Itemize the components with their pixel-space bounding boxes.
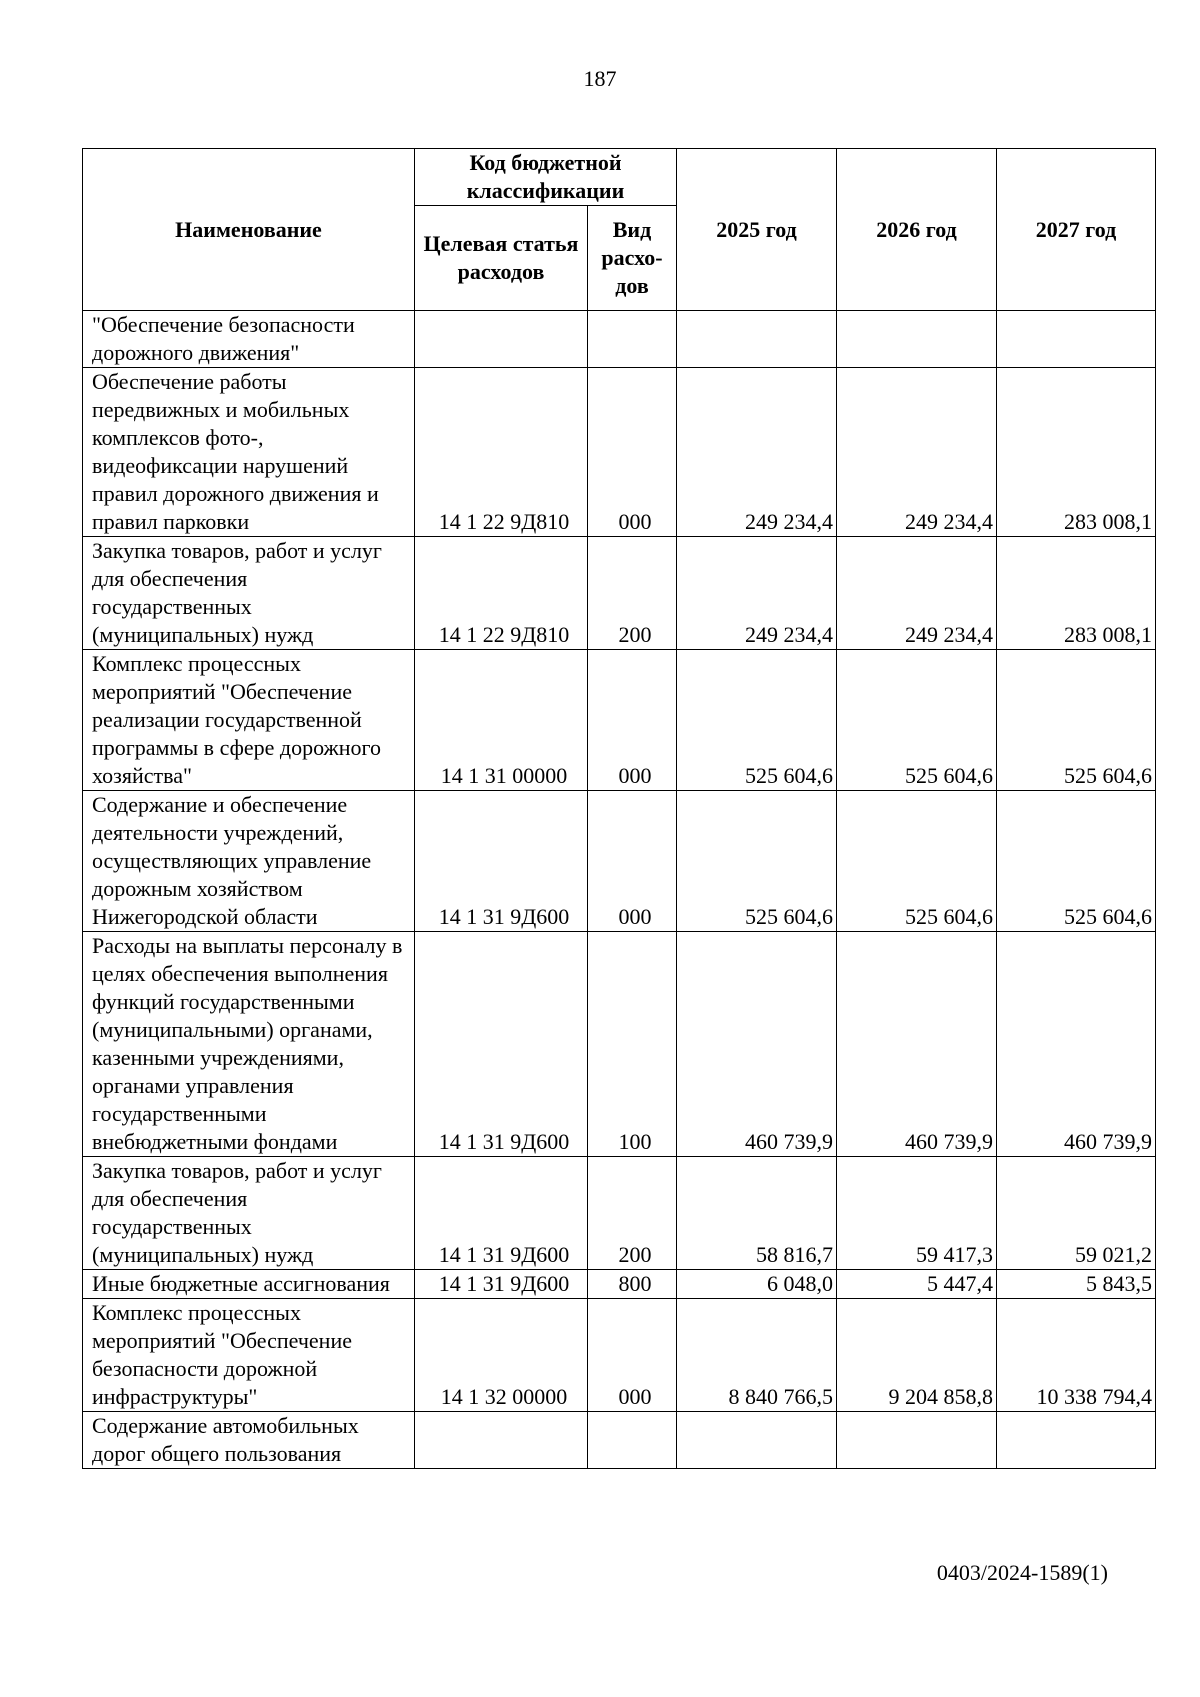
cell-target-code: 14 1 31 9Д600 [415, 932, 588, 1157]
table-row [83, 791, 1156, 932]
cell-2027 [997, 1412, 1156, 1469]
cell-2026: 249 234,4 [837, 537, 997, 650]
table-row [83, 1270, 1156, 1299]
table-row [83, 368, 1156, 537]
cell-2025: 525 604,6 [677, 791, 837, 932]
cell-2027: 460 739,9 [997, 932, 1156, 1157]
cell-expense-type: 000 [588, 791, 677, 932]
cell-expense-type: 200 [588, 1157, 677, 1270]
header-2026: 2026 год [837, 149, 997, 311]
header-type: Вид расхо-дов [588, 206, 677, 311]
table-row [83, 1299, 1156, 1412]
cell-target-code [415, 1412, 588, 1469]
cell-expense-type: 000 [588, 1299, 677, 1412]
table-row [83, 650, 1156, 791]
cell-2026: 249 234,4 [837, 368, 997, 537]
cell-2027 [997, 311, 1156, 368]
cell-2025: 58 816,7 [677, 1157, 837, 1270]
cell-expense-type [588, 311, 677, 368]
cell-target-code [415, 311, 588, 368]
cell-2026: 525 604,6 [837, 791, 997, 932]
page-number: 187 [583, 66, 617, 91]
table-body [83, 311, 1156, 1469]
cell-name: Закупка товаров, работ и услуг для обеспечения государственных (муниципальных) нужд [83, 1157, 415, 1270]
cell-expense-type: 100 [588, 932, 677, 1157]
cell-expense-type: 000 [588, 368, 677, 537]
cell-2025: 8 840 766,5 [677, 1299, 837, 1412]
cell-2027: 525 604,6 [997, 650, 1156, 791]
cell-2027: 283 008,1 [997, 368, 1156, 537]
table-row [83, 932, 1156, 1157]
cell-target-code: 14 1 22 9Д810 [415, 537, 588, 650]
cell-2027: 10 338 794,4 [997, 1299, 1156, 1412]
cell-name: Закупка товаров, работ и услуг для обеспечения государственных (муниципальных) нужд [83, 537, 415, 650]
budget-table [82, 148, 1156, 1469]
cell-name: Иные бюджетные ассигнования [83, 1270, 415, 1299]
cell-target-code: 14 1 22 9Д810 [415, 368, 588, 537]
cell-2026: 460 739,9 [837, 932, 997, 1157]
cell-2025 [677, 311, 837, 368]
table-row [83, 537, 1156, 650]
header-name: Наименование [83, 149, 415, 311]
header-code-group: Код бюджетной классификации [415, 149, 677, 206]
cell-2026: 59 417,3 [837, 1157, 997, 1270]
cell-name: Содержание и обеспечение деятельности учреждений, осуществляющих управление дорожным хозяйством Нижегородской области [83, 791, 415, 932]
cell-target-code: 14 1 32 00000 [415, 1299, 588, 1412]
cell-name: Расходы на выплаты персоналу в целях обеспечения выполнения функций государственными (муниципальными) органами, казенными учреждениями, органами управления государственными внебюджетными фондами [83, 932, 415, 1157]
cell-2027: 59 021,2 [997, 1157, 1156, 1270]
cell-2026: 9 204 858,8 [837, 1299, 997, 1412]
cell-2025: 249 234,4 [677, 537, 837, 650]
cell-target-code: 14 1 31 9Д600 [415, 791, 588, 932]
cell-name: Содержание автомобильных дорог общего пользования [83, 1412, 415, 1469]
cell-name: Обеспечение работы передвижных и мобильных комплексов фото-, видеофиксации нарушений правил дорожного движения и правил парковки [83, 368, 415, 537]
cell-target-code: 14 1 31 9Д600 [415, 1157, 588, 1270]
document-number: 0403/2024-1589(1) [936, 1560, 1108, 1585]
cell-2025: 525 604,6 [677, 650, 837, 791]
cell-2026: 5 447,4 [837, 1270, 997, 1299]
cell-expense-type: 200 [588, 537, 677, 650]
cell-expense-type: 000 [588, 650, 677, 791]
cell-target-code: 14 1 31 9Д600 [415, 1270, 588, 1299]
cell-2026: 525 604,6 [837, 650, 997, 791]
cell-2025: 6 048,0 [677, 1270, 837, 1299]
cell-2027: 283 008,1 [997, 537, 1156, 650]
cell-2025: 460 739,9 [677, 932, 837, 1157]
header-target: Целевая статья расходов [415, 206, 588, 311]
cell-name: "Обеспечение безопасности дорожного движения" [83, 311, 415, 368]
cell-expense-type [588, 1412, 677, 1469]
cell-expense-type: 800 [588, 1270, 677, 1299]
table-row [83, 1157, 1156, 1270]
cell-2025 [677, 1412, 837, 1469]
cell-name: Комплекс процессных мероприятий "Обеспечение реализации государственной программы в сфере дорожного хозяйства" [83, 650, 415, 791]
cell-target-code: 14 1 31 00000 [415, 650, 588, 791]
cell-2027: 5 843,5 [997, 1270, 1156, 1299]
cell-2026 [837, 311, 997, 368]
header-2025: 2025 год [677, 149, 837, 311]
cell-2027: 525 604,6 [997, 791, 1156, 932]
cell-2025: 249 234,4 [677, 368, 837, 537]
header-2027: 2027 год [997, 149, 1156, 311]
cell-name: Комплекс процессных мероприятий "Обеспечение безопасности дорожной инфраструктуры" [83, 1299, 415, 1412]
table-row [83, 1412, 1156, 1469]
cell-2026 [837, 1412, 997, 1469]
table-row [83, 311, 1156, 368]
